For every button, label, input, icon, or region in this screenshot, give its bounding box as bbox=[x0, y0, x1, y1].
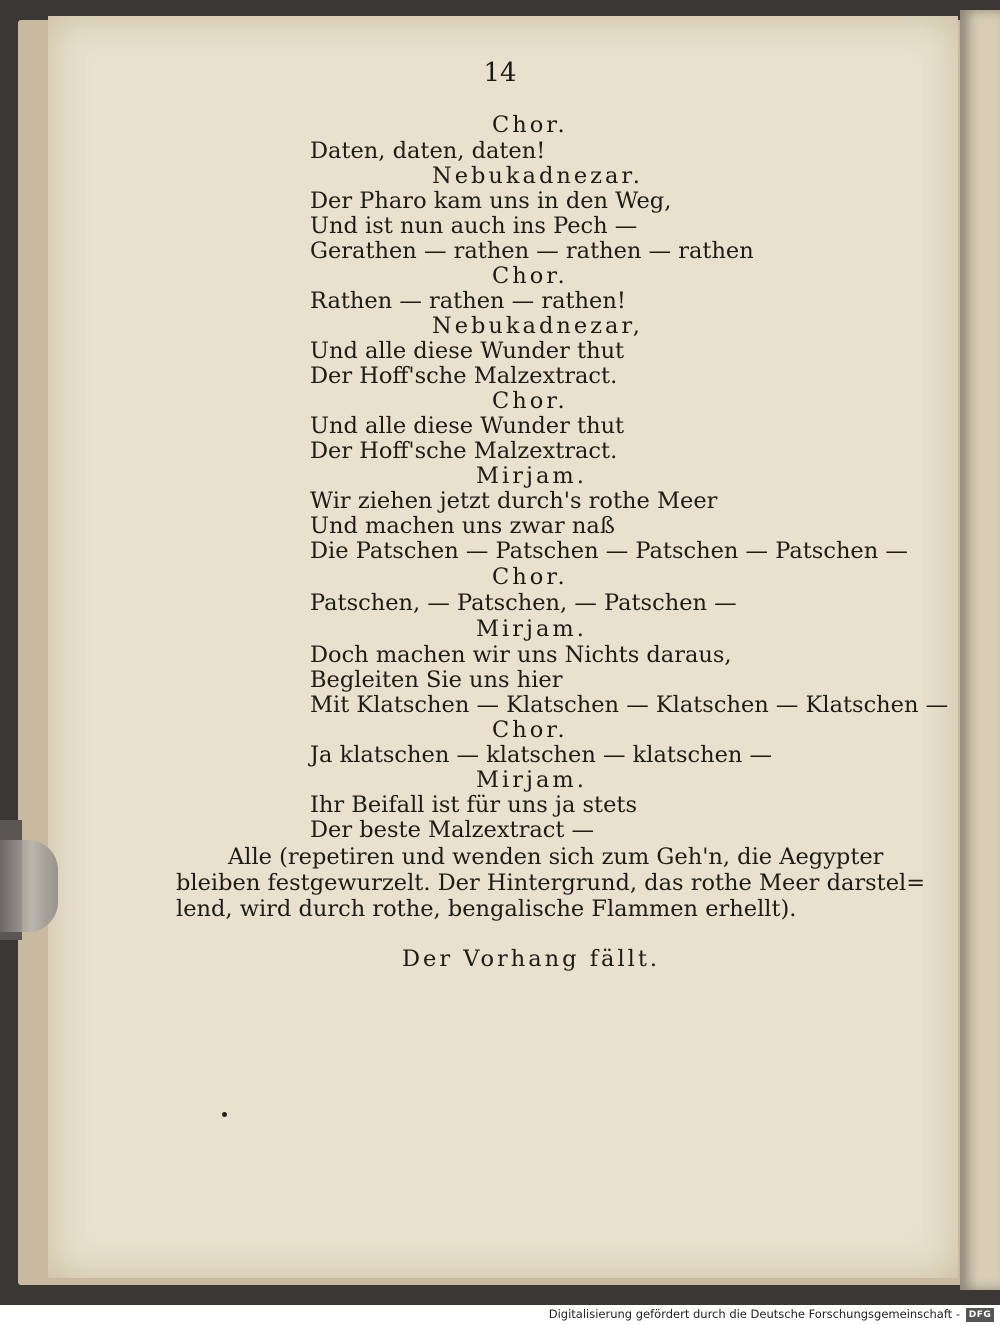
curtain-line: Der Vorhang fällt. bbox=[402, 946, 661, 972]
stage-direction-line: bleiben festgewurzelt. Der Hintergrund, das rothe Meer darstel= bbox=[176, 870, 926, 896]
verse-line: Und alle diese Wunder thut bbox=[310, 413, 625, 439]
verse-line: Ihr Beifall ist für uns ja stets bbox=[310, 792, 637, 818]
verse-line: Die Patschen — Patschen — Patschen — Patschen — bbox=[310, 538, 908, 564]
speaker-label: Chor. bbox=[492, 112, 568, 138]
footer-bar bbox=[0, 1305, 1000, 1325]
speaker-label: Chor. bbox=[492, 717, 568, 743]
verse-line: Gerathen — rathen — rathen — rathen bbox=[310, 238, 754, 264]
verse-line: Rathen — rathen — rathen! bbox=[310, 288, 626, 314]
verse-line: Ja klatschen — klatschen — klatschen — bbox=[310, 742, 773, 768]
verse-line: Und machen uns zwar naß bbox=[310, 513, 615, 539]
verse-line: Der Hoff'sche Malzextract. bbox=[310, 438, 618, 464]
verse-line: Der beste Malzextract — bbox=[310, 817, 595, 843]
verse-line: Begleiten Sie uns hier bbox=[310, 667, 563, 693]
speaker-label: Chor. bbox=[492, 564, 568, 590]
verse-line: Wir ziehen jetzt durch's rothe Meer bbox=[310, 488, 718, 514]
stage-direction-line: lend, wird durch rothe, bengalische Flammen erhellt). bbox=[176, 896, 797, 922]
verse-line: Patschen, — Patschen, — Patschen — bbox=[310, 590, 737, 616]
speaker-label: Nebukadnezar, bbox=[432, 313, 643, 339]
dfg-logo: DFG bbox=[966, 1308, 994, 1322]
verse-line: Mit Klatschen — Klatschen — Klatschen — Klatschen — bbox=[310, 692, 949, 718]
speaker-label: Chor. bbox=[492, 263, 568, 289]
stage-direction-line: Alle (repetiren und wenden sich zum Geh'n, die Aegypter bbox=[228, 844, 884, 870]
speaker-label: Mirjam. bbox=[476, 616, 587, 642]
ink-dot bbox=[222, 1112, 227, 1117]
verse-line: Doch machen wir uns Nichts daraus, bbox=[310, 642, 732, 668]
verse-line: Der Pharo kam uns in den Weg, bbox=[310, 188, 672, 214]
funding-credit: Digitalisierung gefördert durch die Deutsche Forschungsgemeinschaft - bbox=[548, 1307, 960, 1321]
verse-line: Daten, daten, daten! bbox=[310, 138, 546, 164]
facing-page-edge bbox=[960, 10, 1000, 1290]
verse-line: Und ist nun auch ins Pech — bbox=[310, 213, 638, 239]
speaker-label: Mirjam. bbox=[476, 463, 587, 489]
speaker-label: Mirjam. bbox=[476, 767, 587, 793]
verse-line: Und alle diese Wunder thut bbox=[310, 338, 625, 364]
page-number: 14 bbox=[483, 58, 517, 88]
speaker-label: Chor. bbox=[492, 388, 568, 414]
verse-line: Der Hoff'sche Malzextract. bbox=[310, 363, 618, 389]
speaker-label: Nebukadnezar. bbox=[432, 163, 643, 189]
page-clip bbox=[0, 840, 58, 932]
